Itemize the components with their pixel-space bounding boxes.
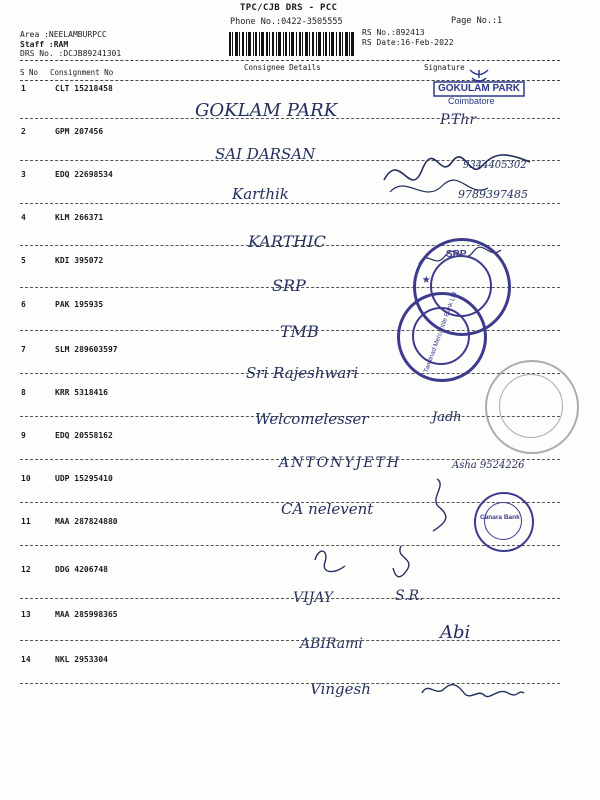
consignment-number: EDQ 20558162 [55,431,113,440]
consignment-number: MAA 287824880 [55,517,118,526]
consignee-handwriting: SAI DARSAN [215,145,316,163]
consignee-handwriting: TMB [280,322,319,341]
stamp-text: Tamilnad Mercantile Bank Ltd [422,291,459,374]
area-label: Area :NEELAMBURPCC [20,30,107,39]
consignment-number: MAA 285998365 [55,610,118,619]
row-number: 7 [21,345,26,354]
consignee-handwriting: GOKLAM PARK [195,100,338,121]
consignment-number: GPM 207456 [55,127,104,136]
row-number: 5 [21,256,26,265]
stamp-text: GOKULAM PARK [438,83,521,94]
signature-handwriting: P.Thr [440,112,477,128]
row-number: 10 [21,474,31,483]
signature-handwriting: Asha 9524226 [452,460,525,471]
canara-bank-stamp [474,492,534,552]
consignment-number: EDQ 22698534 [55,170,113,179]
row-number: 12 [21,565,31,574]
col-header-signature: Signature [424,63,465,72]
consignee-handwriting: Vingesh [310,680,371,698]
consignment-number: UDP 15295410 [55,474,113,483]
stamp-text: Canara Bank [480,514,520,521]
row-number: 2 [21,127,26,136]
stamp-text: Coimbatore [448,96,495,106]
row-divider [20,545,560,546]
consignment-number: DDG 4206748 [55,565,108,574]
consignee-handwriting: ABIRami [300,636,363,652]
rs-date: RS Date:16-Feb-2022 [362,38,454,47]
consignment-number: CLT 15218458 [55,84,113,93]
signature-scribble [419,475,459,535]
row-number: 1 [21,84,26,93]
consignee-handwriting: Sri Rajeshwari [246,364,359,382]
row-number: 11 [21,517,31,526]
consignee-handwriting: KARTHIC [248,232,326,251]
document-title: TPC/CJB DRS - PCC [240,3,338,13]
consignee-handwriting: CA nelevent [281,500,374,518]
phone-number: Phone No.:0422-3505555 [230,17,343,27]
consignment-number: SLM 289603597 [55,345,118,354]
signature-handwriting: Jadh [432,410,462,425]
col-header-consignee: Consignee Details [244,63,321,72]
signature-handwriting: 9789397485 [458,188,528,201]
drs-number: DRS No. :DCJB89241301 [20,49,122,58]
page-number: Page No.:1 [451,16,503,26]
consignee-handwriting: Welcomelesser [255,410,369,428]
row-divider [20,118,560,119]
row-number: 8 [21,388,26,397]
stamp-text: SRP [446,249,467,260]
row-divider [20,640,560,641]
col-header-consignment: Consignment No [50,68,114,77]
row-number: 9 [21,431,26,440]
consignment-number: KRR 5318416 [55,388,108,397]
stamp-inner-ring [484,502,522,540]
star-icon: ★ [422,271,431,287]
consignee-handwriting: ANTONYJETH [279,455,402,471]
consignee-handwriting: SRP [272,276,306,295]
signature-scribble [305,540,425,580]
consignment-number: KDI 395072 [55,256,104,265]
barcode [229,32,354,56]
faded-stamp [485,360,579,454]
col-header-sno: S No [20,68,39,77]
row-number: 4 [21,213,26,222]
row-number: 13 [21,610,31,619]
tmb-stamp [397,292,487,382]
row-divider [20,598,560,599]
consignment-number: NKL 2953304 [55,655,108,664]
rs-number: RS No.:892413 [362,28,425,37]
row-number: 3 [21,170,26,179]
consignee-handwriting: VIJAY [293,590,334,606]
signature-handwriting: Abi [440,622,471,643]
stamp-inner-ring [499,374,563,438]
row-divider [20,683,560,684]
signature-scribble [380,140,550,210]
row-number: 6 [21,300,26,309]
header-rule-top [20,60,560,61]
consignment-number: PAK 195935 [55,300,104,309]
staff-label: Staff :RAM [20,40,69,49]
consignee-handwriting: Karthik [232,185,289,203]
row-number: 14 [21,655,31,664]
signature-scribble [418,675,528,703]
signature-handwriting: 9344405302 [463,160,527,171]
signature-handwriting: S.R. [395,588,424,604]
gokulam-park-stamp [430,68,528,108]
consignment-number: KLM 266371 [55,213,104,222]
